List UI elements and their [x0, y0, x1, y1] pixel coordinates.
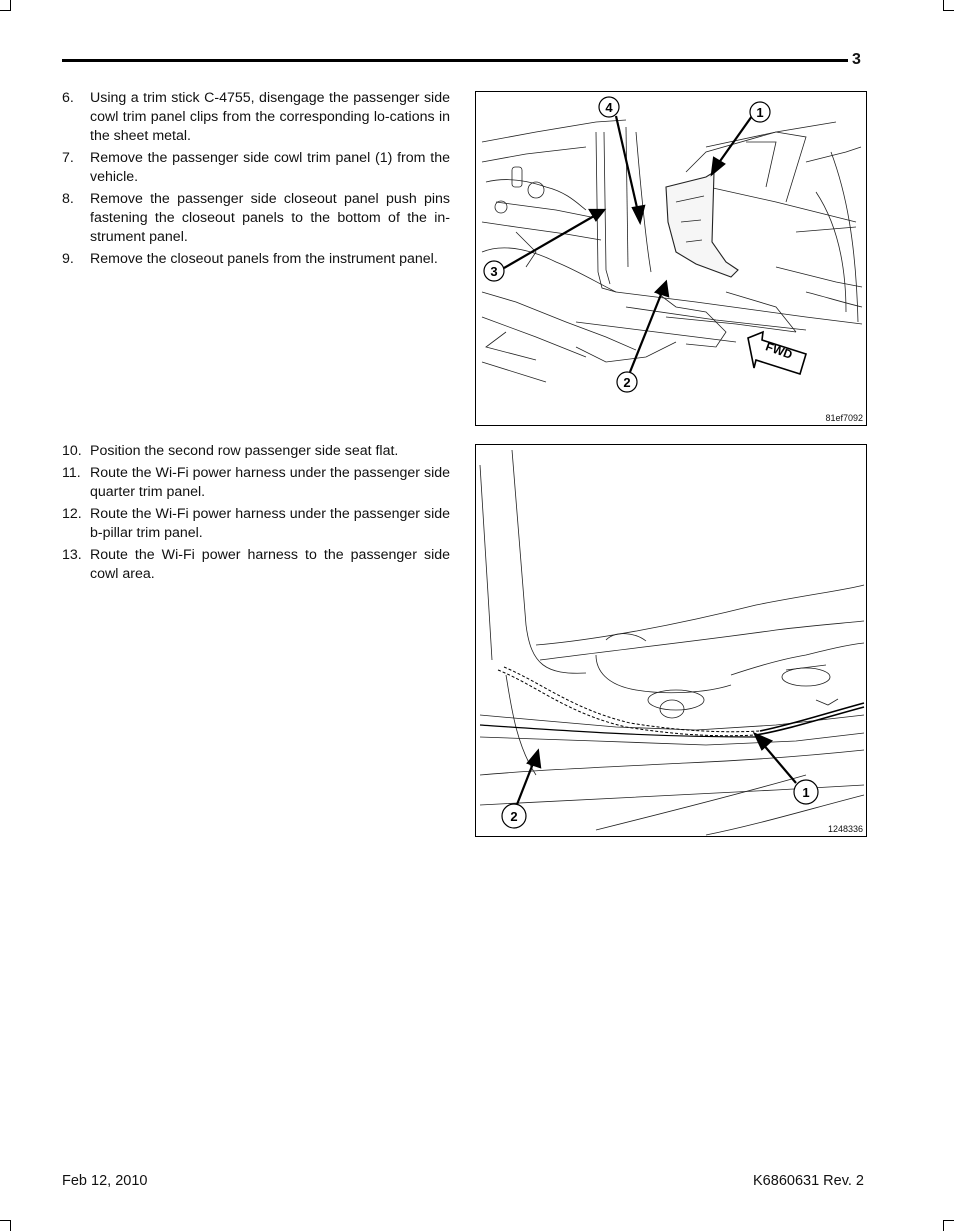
- harness-routing-illustration: [476, 445, 866, 836]
- figure-id: 1248336: [827, 824, 863, 834]
- crop-mark-bottom-right: [943, 1220, 954, 1231]
- figure-cowl-trim-panel: [475, 91, 867, 426]
- step-item: [62, 250, 450, 269]
- procedure-steps-10-13: [62, 442, 450, 587]
- step-number: 13.: [62, 547, 82, 563]
- procedure-steps-6-9: [62, 89, 450, 272]
- footer-date: Feb 12, 2010: [62, 1173, 148, 1189]
- step-text: Route the Wi-Fi power harness under the passenger side quarter trim panel.: [90, 465, 450, 500]
- crop-mark-top-left: [0, 0, 11, 11]
- step-item: [62, 149, 450, 187]
- header-rule: [62, 59, 848, 62]
- figure-id: 81ef7092: [825, 413, 863, 423]
- callout-2: 2: [510, 809, 518, 824]
- forward-direction-arrow: [748, 332, 806, 374]
- step-item: [62, 464, 450, 502]
- step-text: Remove the passenger side cowl trim panel (1) from the vehicle.: [90, 150, 450, 185]
- callout-1: 1: [756, 105, 764, 120]
- step-item: [62, 546, 450, 584]
- callout-2: 2: [623, 375, 631, 390]
- step-number: 12.: [62, 506, 82, 522]
- step-text: Route the Wi-Fi power harness under the passenger side b-pillar trim panel.: [90, 506, 450, 541]
- callout-1: 1: [802, 785, 810, 800]
- figure-harness-routing: [475, 444, 867, 837]
- footer-doc-number: K6860631 Rev. 2: [753, 1173, 864, 1189]
- step-text: Remove the closeout panels from the instrument panel.: [90, 251, 438, 267]
- step-text: Using a trim stick C-4755, disengage the passenger side cowl trim panel clips from the corresponding lo-cations in the sheet metal.: [90, 90, 450, 144]
- step-text: Remove the passenger side closeout panel push pins fastening the closeout panels to the bottom of the in-strument panel.: [90, 191, 450, 245]
- step-number: 8.: [62, 191, 74, 207]
- step-item: [62, 89, 450, 146]
- callout-3: 3: [490, 264, 498, 279]
- step-number: 9.: [62, 251, 74, 267]
- step-item: [62, 505, 450, 543]
- step-number: 10.: [62, 443, 82, 459]
- step-item: [62, 190, 450, 247]
- step-number: 7.: [62, 150, 74, 166]
- crop-mark-top-right: [943, 0, 954, 11]
- page-number: 3: [852, 51, 861, 68]
- step-number: 6.: [62, 90, 74, 106]
- step-number: 11.: [62, 465, 81, 481]
- step-text: Route the Wi-Fi power harness to the passenger side cowl area.: [90, 547, 450, 582]
- cowl-trim-illustration: [476, 92, 866, 425]
- step-item: [62, 442, 450, 461]
- step-text: Position the second row passenger side seat flat.: [90, 443, 399, 459]
- crop-mark-bottom-left: [0, 1220, 11, 1231]
- callout-4: 4: [605, 100, 613, 115]
- fwd-label: FWD: [763, 339, 795, 362]
